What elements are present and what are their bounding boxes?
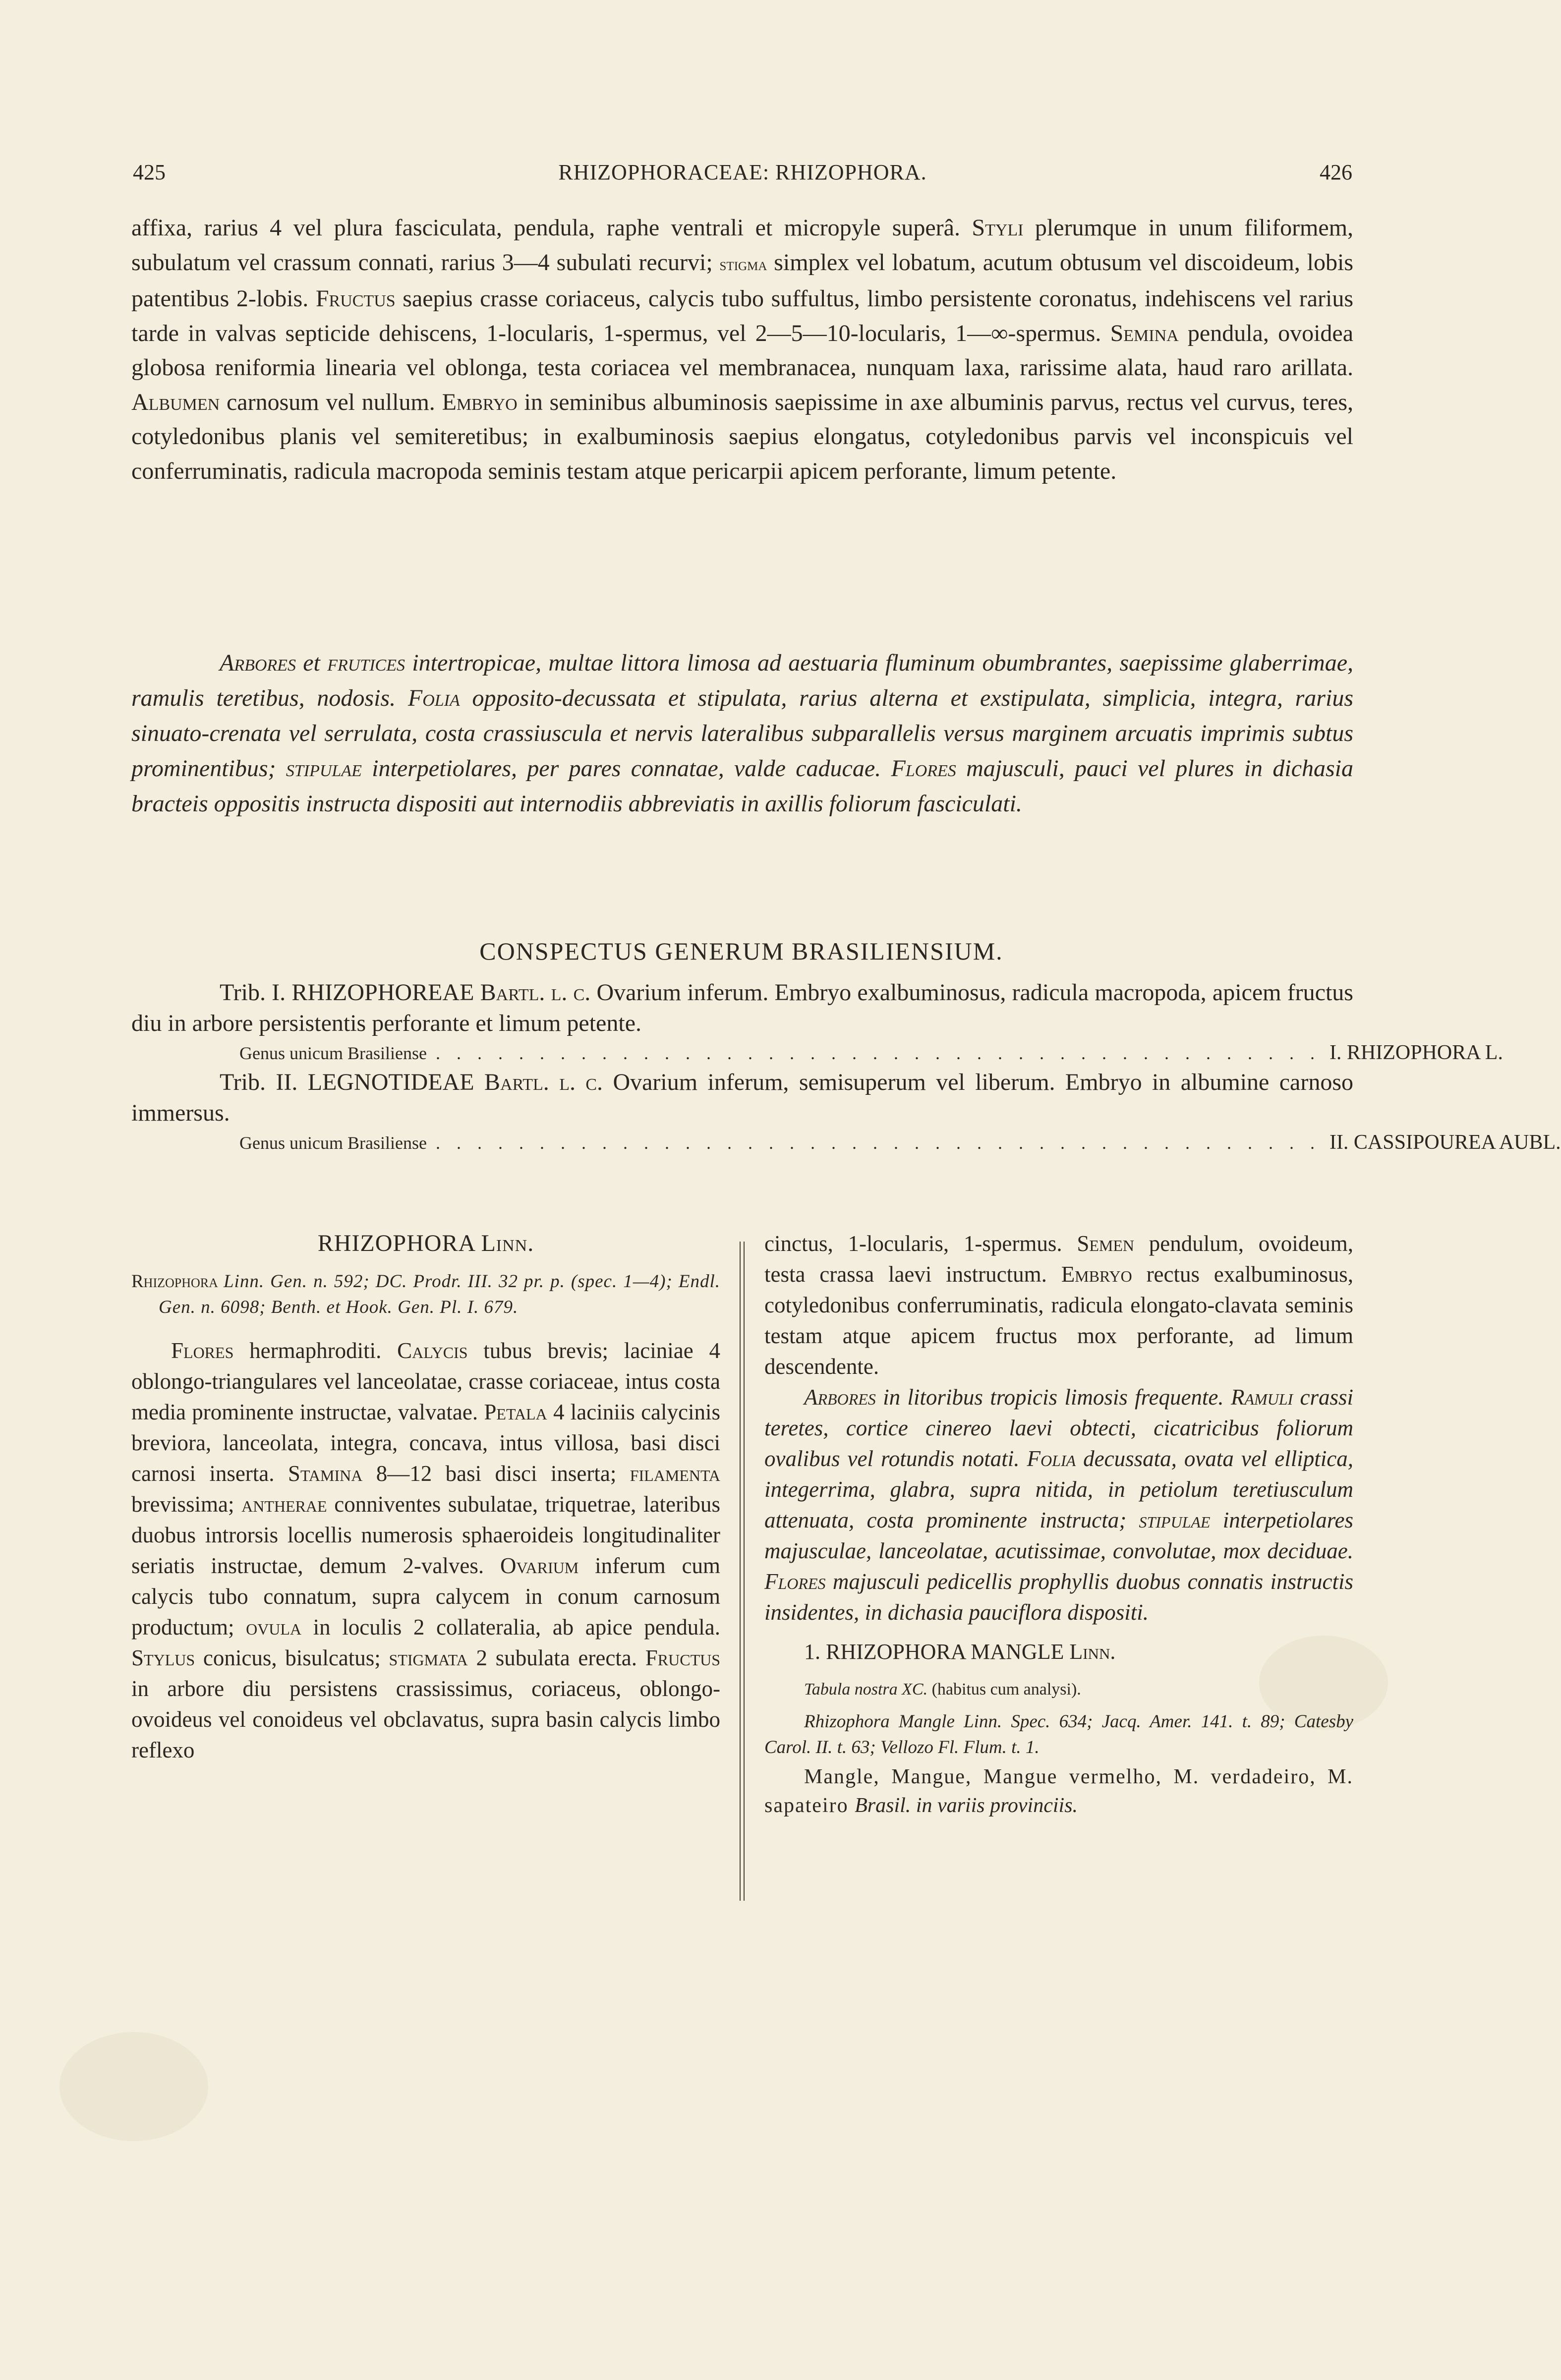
family-description [131,211,1353,488]
term-fructus: Fructus [315,285,396,312]
text: 8—12 basi disci inserta; [376,1461,617,1486]
habit-paragraph [131,645,1353,821]
text: simplex vel lobatum, acutum obtusum vel discoideum, lobis patentibus 2-lobis. [131,249,1354,312]
text: in litoribus tropicis limosis frequente. [883,1385,1224,1410]
running-title: RHIZOPHORACEAE: RHIZOPHORA. [558,160,927,184]
column-divider [740,1242,745,1901]
term-filamenta: filamenta [630,1461,721,1486]
term-antherae: antherae [241,1492,327,1517]
term-arbores: Arbores [804,1385,876,1410]
text: inferum cum calycis tubo connatum, supra calycem in conum carnosum productum; [131,1553,720,1640]
genus-name: I. RHIZOPHORA L. [1329,1041,1503,1064]
text: affixa, rarius 4 vel plura fasciculata, pendula, raphe ventrali et micropyle superâ. [131,215,960,241]
term-flores: Flores [891,755,956,782]
text: majusculi, pauci vel plures in dichasia bracteis oppositis instructa dispositi aut internodiis abbreviatis in axillis foliorum fasciculati. [131,755,1354,817]
tribe-author: Bartl. l. c. [480,979,591,1006]
text: crassi teretes, cortice cinereo laevi obtecti, cicatricibus foliorum ovalibus vel rotundis notati. [764,1385,1354,1471]
term-fructus: Fructus [645,1645,721,1670]
genus-title-author: Linn. [481,1230,534,1256]
refs-text: Linn. Gen. n. 592; DC. Prodr. III. 32 pr. p. (spec. 1—4); Endl. Gen. n. 6098; Benth. et Hook. Gen. Pl. I. 679. [159,1271,720,1317]
text: et [303,650,320,676]
plate-note: (habitus cum analysi). [931,1680,1081,1699]
genus-line-1 [239,1039,1503,1067]
tribe-1 [131,977,1353,1039]
genus-label: Genus unicum Brasiliense [239,1043,427,1063]
text: pendulum, ovoideum, testa crassa laevi instructum. [764,1231,1353,1287]
species-references: Rhizophora Mangle Linn. Spec. 634; Jacq. Amer. 141. t. 89; Catesby Carol. II. t. 63; Vellozo Fl. Flum. t. 1. [764,1711,1353,1757]
term-albumen: Albumen [131,389,220,415]
term-semen: Semen [1077,1231,1135,1256]
term-stamina: Stamina [288,1461,363,1486]
term-semina: Semina [1110,320,1179,346]
genus-line-2 [239,1129,1561,1157]
text: pendula, ovoidea globosa reniformia linearia vel oblonga, testa coriacea vel membranacea, nunquam laxa, rarissime alata, haud raro arillata. [131,320,1354,381]
left-column [131,1228,720,1765]
text: in seminibus albuminosis saepissime in axe albuminis parvus, rectus vel curvus, teres, cotyledonibus planis vel semiteretibus; in exalbuminosis saepius elongatus, cotyledonibus parvis vel inconspicuis vel conferruminatis, radicula macropoda seminis testam atque pericarpii apicem perforante, limum petente. [131,389,1354,484]
leader-dots: . . . . . . . . . . . . . . . . . . . . . . . . . . . . . . . . . . . . . . . . . . . [435,1043,1321,1063]
plate-reference [804,1674,1353,1705]
text: brevissima; [131,1492,234,1517]
vernacular-text: Mangle, Mangue, Mangue vermelho, M. verdadeiro, M. sapateiro [764,1765,1353,1817]
tribe-text: Ovarium inferum, semisuperum vel liberum. Embryo in albumine carnoso immersus. [131,1069,1354,1126]
text: 2 subulata erecta. [476,1645,637,1670]
genus-label: Genus unicum Brasiliense [239,1133,427,1153]
right-column [764,1228,1353,1820]
running-header [133,160,1352,194]
term-flores: Flores [171,1338,234,1363]
plate-label: Tabula nostra XC. [804,1680,928,1699]
text: majusculi pedicellis prophyllis duobus connatis instructis insidentes, in dichasia pauciflora dispositi. [764,1569,1353,1625]
term-arbores: Arbores [220,650,296,676]
text: saepius crasse coriaceus, calycis tubo suffultus, limbo persistente coronatus, indehiscens vel rarius tarde in valvas septicide dehiscens, 1-locularis, 1-spermus, vel 2—5—10-locularis, 1—∞-spermus. [131,285,1354,346]
term-embryo: Embryo [442,389,518,415]
vernacular-locality: Brasil. in variis provinciis. [855,1794,1078,1817]
genus-title [131,1228,720,1259]
term-folia: Folia [1027,1446,1076,1471]
text: conniventes subulatae, triquetrae, lateribus duobus introrsis locellis numerosis sphaeroideis longitudinaliter seriatis instructae, demum 2-valves. [131,1492,721,1578]
term-stigmata: stigmata [389,1645,468,1670]
text: interpetiolares, per pares connatae, valde caducae. [372,755,881,782]
genus-title-name: RHIZOPHORA [317,1230,475,1256]
paper-stain [59,2032,208,2141]
text: opposito-decussata et stipulata, rarius alterna et exstipulata, simplicia, integra, rarius sinuato-crenata vel serrulata, costa crassiuscula et nervis lateralibus subparallelis versus marginem arcuatis imprimis subtus prominentibus; [131,685,1353,782]
term-stigma: stigma [719,254,767,274]
genus-description [131,1335,720,1765]
text: carnosum vel nullum. [227,389,435,415]
term-ovula: ovula [246,1615,302,1640]
page-number-left: 425 [133,160,166,184]
term-embryo: Embryo [1061,1262,1132,1287]
text: in loculis 2 collateralia, ab apice pendula. [313,1615,721,1640]
term-petala: Petala [484,1400,547,1424]
tribe-text: Ovarium inferum. Embryo exalbuminosus, radicula macropoda, apicem fructus diu in arbore persistentis perforante et limum petente. [131,979,1353,1036]
vernacular-names [764,1762,1353,1820]
tribe-2 [131,1067,1353,1129]
text: hermaphroditi. [249,1338,382,1363]
conspectus [131,977,1561,1157]
genus-references [131,1269,720,1320]
page-number-right: 426 [1320,160,1352,184]
species-title [804,1637,1353,1667]
text: rectus exalbuminosus, cotyledonibus conferruminatis, radicula elongato-clavata seminis testam atque apicem fructus mox perforante, ad limum descendente. [764,1262,1354,1379]
species-name: 1. RHIZOPHORA MANGLE [804,1640,1064,1664]
family-description-paragraph [131,211,1353,488]
genus-name: II. CASSIPOUREA AUBL. [1329,1131,1561,1154]
tribe-author: Bartl. l. c. [484,1069,603,1095]
text: in arbore diu persistens crassissimus, coriaceus, oblongo-ovoideus vel conoideus vel obclavatus, supra basin calycis limbo reflexo [131,1676,720,1762]
text: decussata, ovata vel elliptica, integerrima, glabra, supra nitida, in petiolum teretiusculum attenuata, costa prominente instructa; [764,1446,1354,1532]
species-author: Linn. [1069,1640,1116,1664]
tribe-name: Trib. I. RHIZOPHOREAE [220,979,474,1006]
term-ramuli: Ramuli [1230,1385,1293,1410]
text: tubus brevis; laciniae 4 oblongo-triangulares vel lanceolatae, crasse coriaceae, intus costa media prominente instructae, valvatae. [131,1338,721,1424]
text: intertropicae, multae littora limosa ad aestuaria fluminum obumbrantes, saepissime glaberrimae, ramulis teretibus, nodosis. [131,650,1354,711]
refs-name: Rhizophora [131,1271,218,1292]
tribe-name: Trib. II. LEGNOTIDEAE [220,1069,474,1095]
term-ovarium: Ovarium [500,1553,579,1578]
term-stipulae: stipulae [1139,1508,1211,1532]
text: plerumque in unum filiformem, subulatum vel crassum connati, rarius 3—4 subulati recurvi; [131,215,1354,276]
term-stipulae: stipulae [286,755,362,782]
text: interpetiolares majusculae, lanceolatae, acutissimae, convolutae, mox deciduae. [764,1508,1354,1563]
text: conicus, bisulcatus; [203,1645,381,1670]
term-calycis: Calycis [397,1338,468,1363]
term-flores: Flores [764,1569,826,1594]
leader-dots: . . . . . . . . . . . . . . . . . . . . . . . . . . . . . . . . . . . . . . . . . . . [435,1133,1321,1153]
genus-habit [764,1382,1353,1628]
term-stylus: Stylus [131,1645,195,1670]
term-frutices: frutices [327,650,405,676]
text: cinctus, 1-locularis, 1-spermus. [764,1231,1062,1256]
habit-description [131,645,1353,821]
term-styli: Styli [972,215,1024,241]
term-folia: Folia [407,685,460,711]
text: 4 laciniis calycinis breviora, lanceolata, integra, concava, intus villosa, basi disci carnosi inserta. [131,1400,721,1486]
genus-description-continued [764,1228,1353,1382]
conspectus-title: CONSPECTUS GENERUM BRASILIENSIUM. [479,937,1003,965]
